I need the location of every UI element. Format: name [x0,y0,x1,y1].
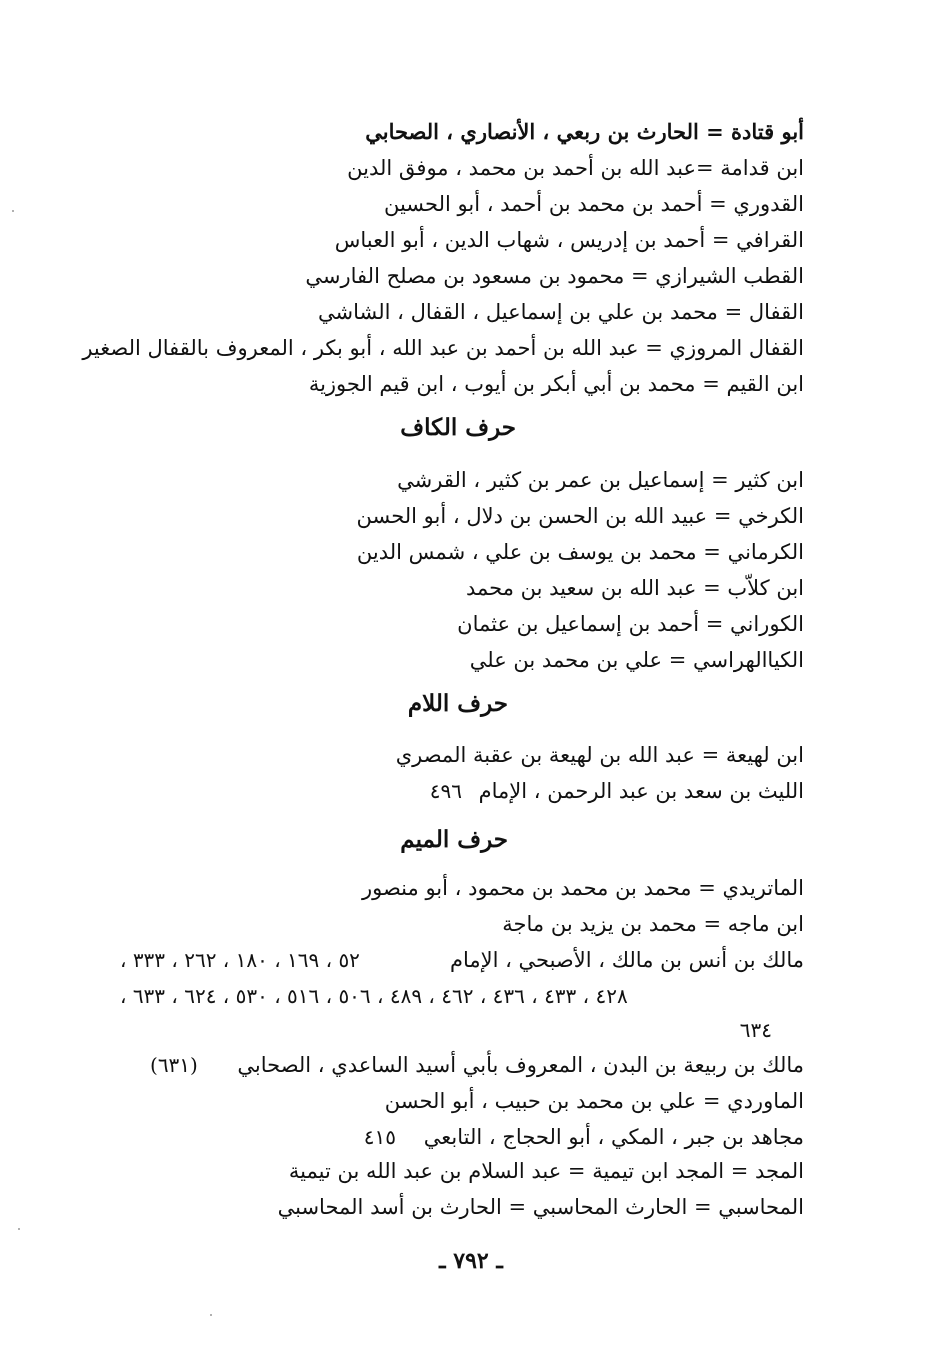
index-entry: ابن لهيعة = عبد الله بن لهيعة بن عقبة المصري [395,743,804,767]
index-entry: القطب الشيرازي = محمود بن مسعود بن مصلح الفارسي [305,264,804,288]
index-entry: الكرماني = محمد بن يوسف بن علي ، شمس الدين [356,540,804,564]
index-entry: ابن ماجه = محمد بن يزيد بن ماجة [502,912,804,936]
index-entry: ابن قدامة =عبد الله بن أحمد بن محمد ، موفق الدين [347,156,804,180]
page-number: ـ ٧٩٢ ـ [439,1248,503,1274]
section-heading: حرف الميم [400,826,508,853]
index-entry: الكياالهراسي = علي بن محمد بن علي [469,648,804,672]
index-entry: القفال المروزي = عبد الله بن أحمد بن عبد الله ، أبو بكر ، المعروف بالقفال الصغير [82,336,804,360]
index-entry: مالك بن أنس بن مالك ، الأصبحي ، الإمام [449,948,804,972]
index-entry: مجاهد بن جبر ، المكي ، أبو الحجاج ، التابعي [423,1125,804,1149]
index-entry: المحاسبي = الحارث المحاسبي = الحارث بن أسد المحاسبي [277,1195,804,1219]
index-entry: القدوري = أحمد بن محمد بن أحمد ، أبو الحسين [383,192,804,216]
page-references: ٦٣٤ [739,1018,772,1042]
index-entry: الماوردي = علي بن محمد بن حبيب ، أبو الحسن [384,1089,804,1113]
index-entry: أبو قتادة = الحارث بن ربعي ، الأنصاري ، الصحابي [365,119,804,144]
index-entry: القفال = محمد بن علي بن إسماعيل ، القفال ، الشاشي [318,300,804,324]
page-references: (٦٣١) [150,1053,198,1077]
section-heading: حرف الكاف [400,414,516,441]
page-references: ٤٢٨ ، ٤٣٣ ، ٤٣٦ ، ٤٦٢ ، ٤٨٩ ، ٥٠٦ ، ٥١٦ ، ٥٣٠ ، ٦٢٤ ، ٦٣٣ ، [120,984,628,1008]
page-references: ٥٢ ، ١٦٩ ، ١٨٠ ، ٢٦٢ ، ٣٣٣ ، [120,948,360,972]
index-entry: الكرخي = عبيد الله بن الحسن بن دلال ، أبو الحسن [356,504,804,528]
index-entry: القرافي = أحمد بن إدريس ، شهاب الدين ، أبو العباس [334,228,804,252]
index-entry: ابن القيم = محمد بن أبي أبكر بن أيوب ، ابن قيم الجوزية [308,372,804,396]
page-references: ٤١٥ [363,1125,396,1149]
page-references: ٤٩٦ [429,779,462,803]
section-heading: حرف اللام [407,690,508,717]
index-entry: الماتريدي = محمد بن محمد بن محمود ، أبو منصور [361,876,804,900]
scan-speck [210,1314,212,1316]
index-entry: الليث بن سعد بن عبد الرحمن ، الإمام [478,779,804,803]
scan-speck [12,210,14,212]
scan-speck [18,1228,20,1230]
index-entry: مالك بن ربيعة بن البدن ، المعروف بأبي أسيد الساعدي ، الصحابي [237,1053,804,1077]
index-entry: ابن كثير = إسماعيل بن عمر بن كثير ، القرشي [397,468,804,492]
index-entry: الكوراني = أحمد بن إسماعيل بن عثمان [457,612,804,636]
index-entry: المجد = المجد ابن تيمية = عبد السلام بن عبد الله بن تيمية [288,1159,804,1183]
index-entry: ابن كلاّب = عبد الله بن سعيد بن محمد [465,576,804,600]
